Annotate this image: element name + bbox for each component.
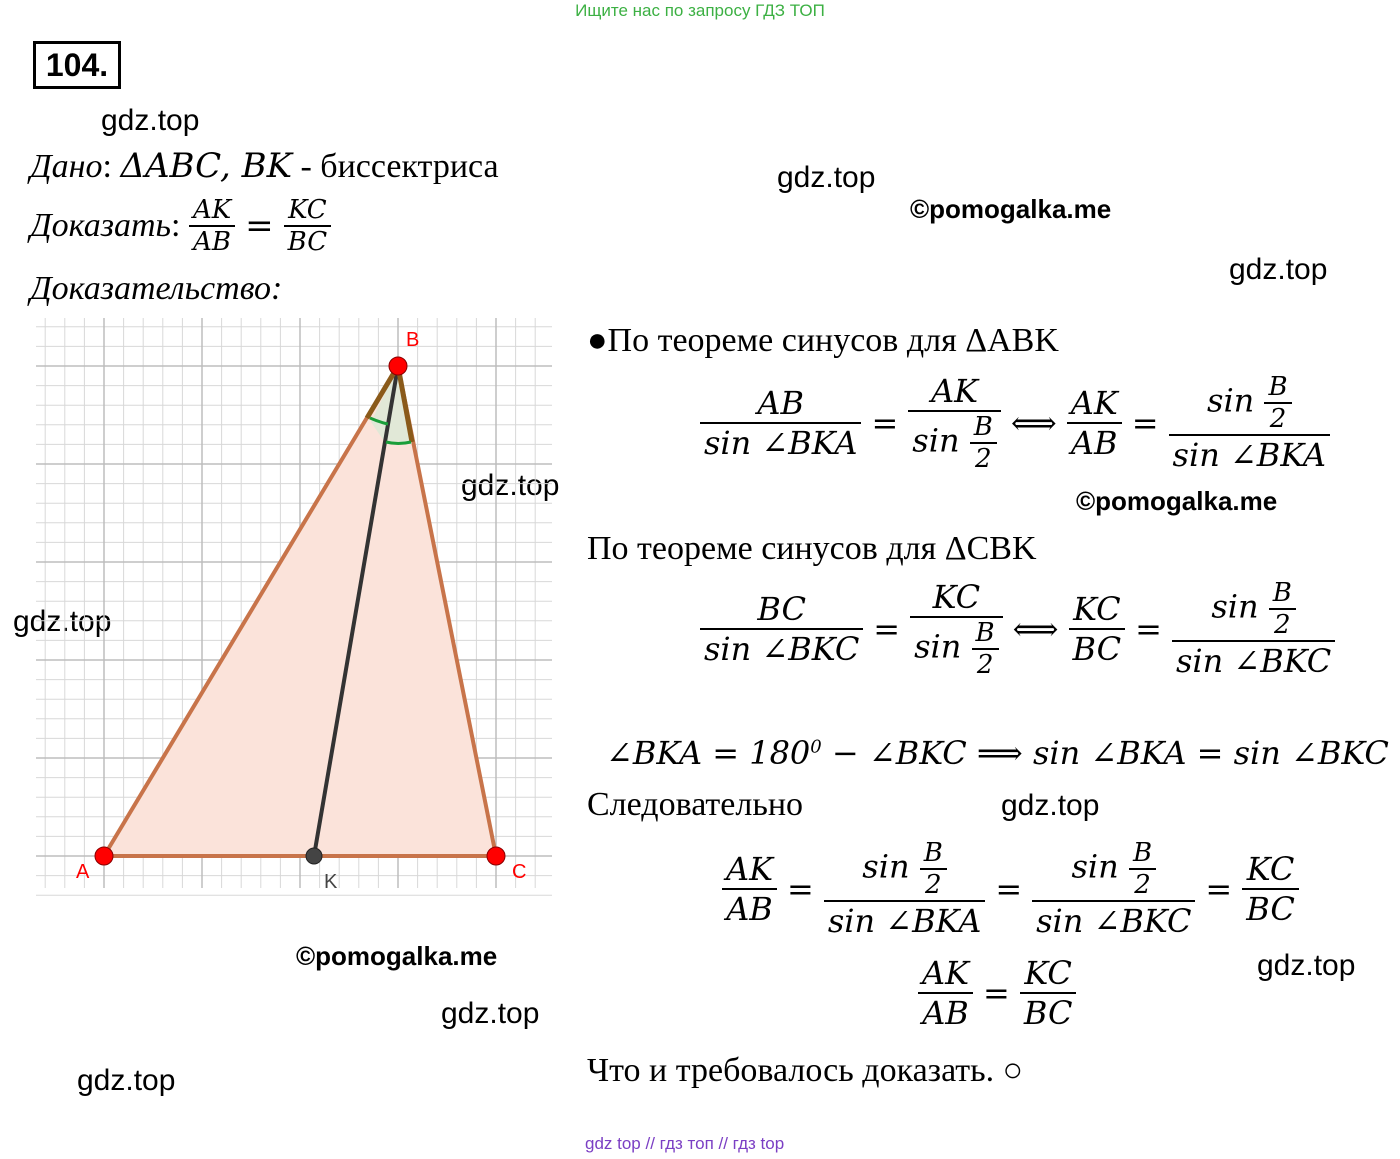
watermark-gdz: gdz.top [441, 997, 540, 1030]
label-b: B [406, 329, 420, 351]
given-label: Дано [30, 148, 103, 185]
therefore-text: Следовательно [587, 786, 804, 823]
prove-line: Доказать : $\frac{AK}{AB}$ = $\frac{KC}{BC}$ [30, 195, 331, 257]
triangle-figure [36, 318, 552, 898]
step2-text: По теореме синусов для ΔCBK [587, 530, 1037, 567]
point-c [487, 847, 505, 865]
label-k: K [324, 871, 338, 893]
prove-label: Доказать [30, 207, 171, 244]
watermark-gdz: gdz.top [101, 104, 200, 137]
prove-rhs: $\frac{KC}{BC}$ [284, 195, 331, 257]
watermark-gdz: gdz.top [1001, 789, 1100, 822]
watermark-gdz: gdz.top [461, 469, 560, 502]
watermark-gdz: gdz.top [777, 161, 876, 194]
watermark-pomogalka: ©pomogalka.me [296, 941, 498, 971]
label-c: C [512, 861, 527, 883]
step3-line: ∠BKA = $180^0$ − ∠BKC ⟹ sin ∠BKA = sin ∠BKC [606, 734, 1389, 772]
step1-text: ●По теореме синусов для ΔABK [587, 322, 1059, 359]
given-triangle: ΔABC, BK [120, 146, 292, 186]
given-line: Дано: ΔABC, BK - биссектриса [30, 146, 499, 186]
label-a: A [76, 861, 90, 883]
watermark-gdz: gdz.top [1229, 253, 1328, 286]
bottom-banner: gdz top // гдз топ // гдз top [585, 1134, 785, 1153]
watermark-gdz: gdz.top [13, 605, 112, 638]
problem-number: 104. [33, 41, 121, 89]
equation-3: $\frac{AK}{AB}$ = sin $\frac{B}{2}$ sin ∠BKA = sin $\frac{B}{2}$ sin ∠BKC = $\frac{KC}{BC}$ [722, 838, 1299, 940]
prove-lhs: $\frac{AK}{AB}$ [189, 195, 235, 257]
watermark-pomogalka: ©pomogalka.me [910, 194, 1112, 224]
watermark-gdz: gdz.top [1257, 949, 1356, 982]
proof-label: Доказательство: [30, 270, 283, 307]
point-b [389, 357, 407, 375]
point-a [95, 847, 113, 865]
equation-4: $\frac{AK}{AB}$ = $\frac{KC}{BC}$ [918, 954, 1076, 1032]
equation-1: $\frac{AB}{\text{sin ∠BKA}}$ = AK sin $\frac{B}{2}$ ⟺ $\frac{AK}{AB}$ = sin $\frac{B}{2}$ sin ∠BKA [700, 372, 1330, 474]
conclusion-text: Что и требовалось доказать. ○ [587, 1052, 1024, 1089]
watermark-pomogalka: ©pomogalka.me [1076, 486, 1278, 516]
watermark-gdz: gdz.top [77, 1064, 176, 1097]
top-banner: Ищите нас по запросу ГДЗ ТОП [575, 1, 825, 20]
given-suffix: - биссектриса [291, 148, 499, 185]
point-k [306, 848, 322, 864]
angle-mark-2 [386, 442, 411, 444]
equation-2: $\frac{BC}{\text{sin ∠BKC}}$ = KC sin $\frac{B}{2}$ ⟺ $\frac{KC}{BC}$ = sin $\frac{B}{2}$ sin ∠BKC [700, 578, 1335, 680]
